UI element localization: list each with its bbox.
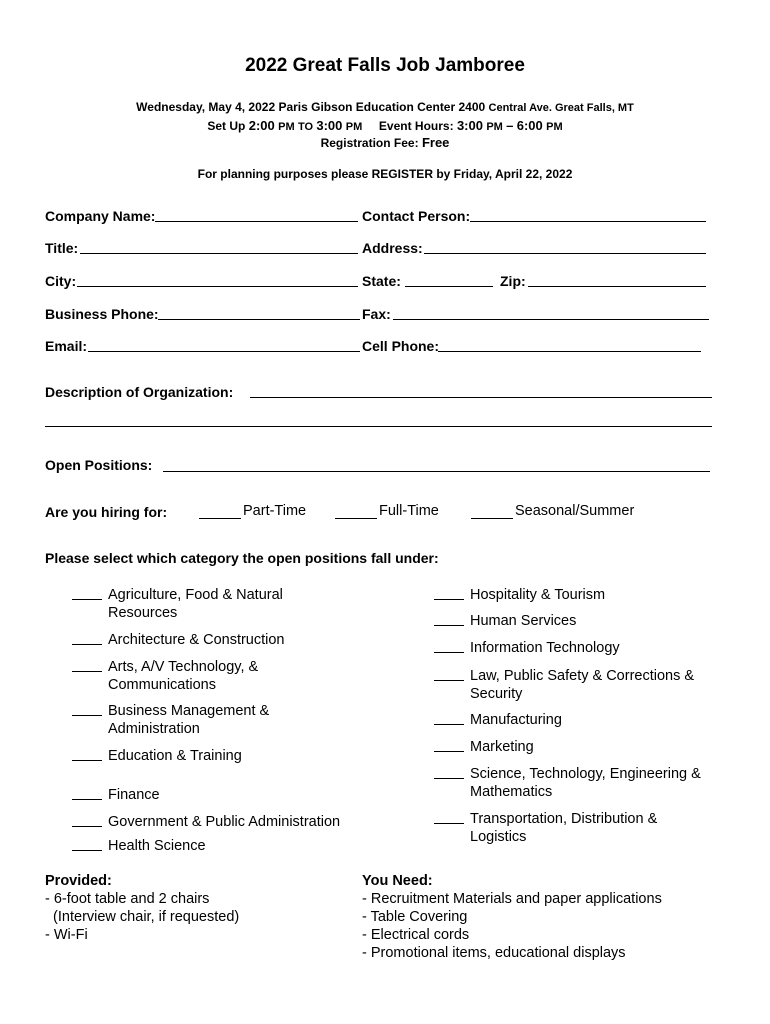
event-pm-end: PM: [546, 121, 563, 133]
title-field[interactable]: [80, 253, 358, 254]
setup-time-end: 3:00: [316, 118, 343, 133]
title-label: Title:: [45, 240, 79, 256]
event-address: Central Ave. Great Falls, MT: [488, 102, 634, 114]
event-time-end: 6:00: [516, 118, 543, 133]
you-need-item: - Electrical cords: [362, 927, 470, 943]
category-label: Architecture & Construction: [108, 632, 285, 648]
part-time-label: Part-Time: [243, 503, 307, 519]
open-positions-label: Open Positions:: [45, 457, 153, 473]
hiring-question: Are you hiring for:: [45, 504, 168, 520]
setup-pm-end: PM: [345, 121, 363, 133]
fee-label: Registration Fee:: [320, 136, 419, 150]
category-blank[interactable]: [72, 715, 102, 716]
category-blank[interactable]: [434, 599, 464, 600]
category-blank[interactable]: [72, 799, 102, 800]
category-label: Agriculture, Food & Natural Resources: [108, 587, 283, 621]
category-label: Health Science: [108, 838, 206, 854]
category-label: Manufacturing: [470, 712, 562, 728]
cell-phone-field[interactable]: [438, 351, 701, 352]
fax-label: Fax:: [362, 306, 391, 322]
event-dash: –: [506, 118, 514, 133]
business-phone-label: Business Phone:: [45, 306, 159, 322]
category-blank[interactable]: [434, 652, 464, 653]
seasonal-blank[interactable]: [471, 518, 513, 519]
address-label: Address:: [362, 240, 423, 256]
provided-section: [45, 872, 239, 944]
description-field[interactable]: [250, 397, 712, 398]
cell-phone-label: Cell Phone:: [362, 338, 440, 354]
setup-pm-start: PM: [278, 121, 295, 133]
category-blank[interactable]: [72, 826, 102, 827]
event-hours-label: Event Hours:: [378, 119, 454, 133]
full-time-blank[interactable]: [335, 518, 377, 519]
zip-label: Zip:: [500, 273, 526, 289]
category-label: Law, Public Safety & Corrections & Security: [470, 668, 695, 702]
fee-value: Free: [421, 135, 450, 150]
category-blank[interactable]: [72, 644, 102, 645]
description-label: Description of Organization:: [45, 384, 234, 400]
category-label: Science, Technology, Engineering & Mathematics: [470, 766, 701, 800]
you-need-heading: You Need:: [362, 873, 433, 889]
provided-item: - 6-foot table and 2 chairs: [45, 891, 210, 907]
email-field[interactable]: [88, 351, 360, 352]
category-blank[interactable]: [434, 625, 464, 626]
category-blank[interactable]: [434, 751, 464, 752]
you-need-item: - Recruitment Materials and paper applications: [362, 891, 662, 907]
category-heading: Please select which category the open positions fall under:: [45, 550, 439, 566]
event-pm-start: PM: [486, 121, 503, 133]
address-field[interactable]: [424, 253, 706, 254]
category-blank[interactable]: [434, 724, 464, 725]
description-field-line2[interactable]: [45, 426, 712, 427]
zip-field[interactable]: [528, 286, 706, 287]
category-blank[interactable]: [72, 760, 102, 761]
email-label: Email:: [45, 338, 88, 354]
category-label: Marketing: [470, 739, 534, 755]
category-label: Business Management & Administration: [108, 703, 270, 737]
city-label: City:: [45, 273, 77, 289]
provided-item: (Interview chair, if requested): [45, 909, 240, 925]
you-need-item: - Table Covering: [362, 909, 468, 925]
category-label: Government & Public Administration: [108, 814, 341, 830]
category-label: Human Services: [470, 613, 577, 629]
city-field[interactable]: [77, 286, 358, 287]
event-times: [0, 118, 770, 133]
category-blank[interactable]: [72, 850, 102, 851]
fax-field[interactable]: [393, 319, 709, 320]
state-label: State:: [362, 273, 401, 289]
setup-time-start: 2:00: [248, 118, 275, 133]
open-positions-field[interactable]: [163, 471, 710, 472]
company-name-field[interactable]: [155, 221, 358, 222]
provided-heading: Provided:: [45, 873, 112, 889]
category-label: Arts, A/V Technology, & Communications: [108, 659, 259, 693]
category-label: Information Technology: [470, 640, 620, 656]
part-time-blank[interactable]: [199, 518, 241, 519]
state-field[interactable]: [405, 286, 493, 287]
contact-person-label: Contact Person:: [362, 208, 471, 224]
provided-item: - Wi-Fi: [45, 927, 88, 943]
category-label: Finance: [108, 787, 160, 803]
page-title: 2022 Great Falls Job Jamboree: [245, 55, 525, 76]
event-time-start: 3:00: [456, 118, 483, 133]
category-blank[interactable]: [434, 778, 464, 779]
seasonal-label: Seasonal/Summer: [515, 503, 635, 519]
category-label: Education & Training: [108, 748, 242, 764]
setup-label: Set Up: [207, 119, 246, 133]
category-blank[interactable]: [72, 599, 102, 600]
you-need-section: [362, 872, 662, 962]
category-blank[interactable]: [434, 823, 464, 824]
full-time-label: Full-Time: [379, 503, 439, 519]
setup-to: TO: [297, 121, 314, 133]
business-phone-field[interactable]: [158, 319, 360, 320]
register-note: For planning purposes please REGISTER by Friday, April 22, 2022: [197, 167, 573, 181]
category-blank[interactable]: [434, 680, 464, 681]
contact-person-field[interactable]: [470, 221, 706, 222]
you-need-item: - Promotional items, educational displays: [362, 945, 626, 961]
category-label: Transportation, Distribution & Logistics: [470, 811, 658, 845]
category-label: Hospitality & Tourism: [470, 587, 606, 603]
registration-fee: [0, 135, 770, 150]
category-blank[interactable]: [72, 671, 102, 672]
date-location-text: Wednesday, May 4, 2022 Paris Gibson Education Center 2400: [136, 100, 486, 114]
event-date-location: [0, 100, 770, 114]
company-name-label: Company Name:: [45, 208, 156, 224]
